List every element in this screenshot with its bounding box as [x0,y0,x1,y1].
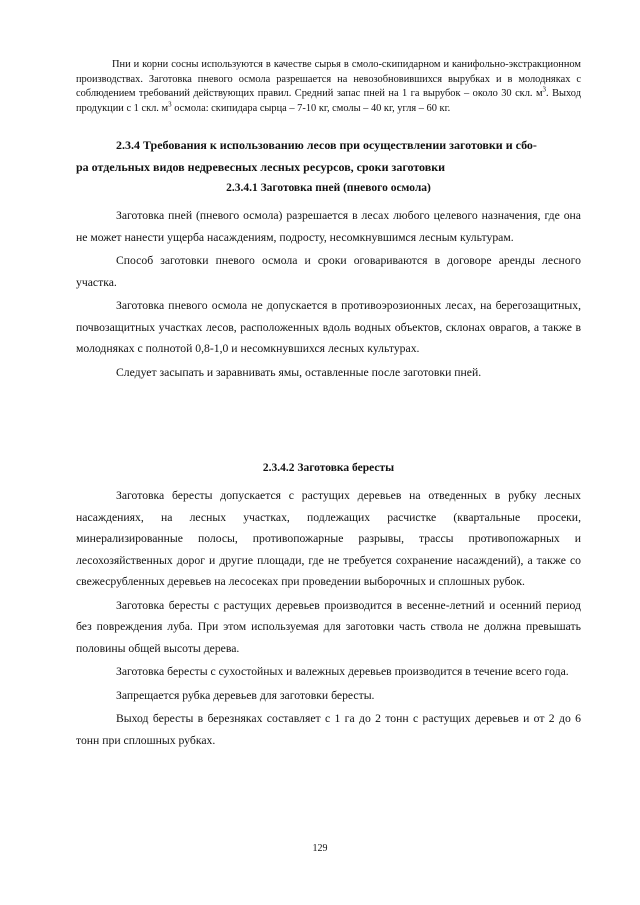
subsection-2-paragraph: Выход бересты в березняках составляет с 1 га до 2 тонн с растущих деревьев и от 2 до 6 тонн при сплошных рубках. [76,712,581,747]
intro-text-part-a: Пни и корни сосны используются в качестве сырья в смоло-скипидарном и канифольно-экстракционном производствах. Заготовка пневого осмола разрешается на невозобновившихся вырубках и в молодняках с соблюдением требований действующих правил. Средний запас пней на 1 га вырубок – около 30 скл. м [76,59,581,99]
section-heading-line-1: 2.3.4 Требования к использованию лесов при осуществлении заготовки и сбо- [116,138,537,152]
page-number: 129 [312,843,328,854]
subsection-1-body [76,205,581,385]
intro-superscript-a: 3 [542,85,547,94]
intro-text-part-b: . Выход продукции с 1 скл. м [76,88,581,114]
subsection-1-paragraph: Заготовка пневого осмола не допускается в противоэрозионных лесах, на берегозащитных, почвозащитных участках лесов, расположенных вдоль водных объектов, склонах оврагов, а также в молодняках с полнотой 0,8-1,0 и несомкнувшихся лесных культурах. [76,299,581,355]
subsection-1-title: 2.3.4.1 Заготовка пней (пневого осмола) [226,182,431,194]
subsection-2-paragraph: Заготовка бересты с растущих деревьев производится в весенне-летний и осенний период без повреждения луба. При этом используемая для заготовки часть ствола не должна превышать половины общей высоты дерева. [76,598,581,655]
subsection-2-paragraph: Заготовка бересты с сухостойных и валежных деревьев производится в течение всего года. [116,665,569,678]
section-heading [76,134,581,178]
subsection-2-title: 2.3.4.2 Заготовка бересты [262,462,395,474]
subsection-2-body [76,485,581,753]
section-heading-line-2: ра отдельных видов недревесных лесных ресурсов, сроки заготовки [76,160,446,174]
intro-paragraph [76,58,581,116]
subsection-1-paragraph: Следует засыпать и заравнивать ямы, оставленные после заготовки пней. [116,365,482,379]
intro-superscript-b: 3 [168,100,172,109]
intro-text [76,58,581,116]
subsection-2-paragraph: Запрещается рубка деревьев для заготовки бересты. [116,688,375,702]
subsection-2-paragraph: Заготовка бересты допускается с растущих деревьев на отведенных в рубку лесных насаждениях, на лесных участках, подлежащих расчистке (квартальные просеки, минерализированные полосы, противопожарные разрывы, трассы противопожарных и лесохозяйственных дорог и другие площади, где не требуется сохранение насаждений), а также со свежесрубленных деревьев на лесосеках при проведении выборочных и сплошных рубок. [76,489,581,588]
intro-text-part-c: осмола: скипидара сырца – 7-10 кг, смолы – 40 кг, угля – 60 кг. [171,102,451,114]
subsection-1-paragraph: Заготовка пней (пневого осмола) разрешается в лесах любого целевого назначения, где она не может нанести ущерба насаждениям, подросту, несомкнувшимся лесным культурам. [76,209,581,244]
subsection-1-paragraph: Способ заготовки пневого осмола и сроки оговариваются в договоре аренды лесного участка. [76,254,581,289]
